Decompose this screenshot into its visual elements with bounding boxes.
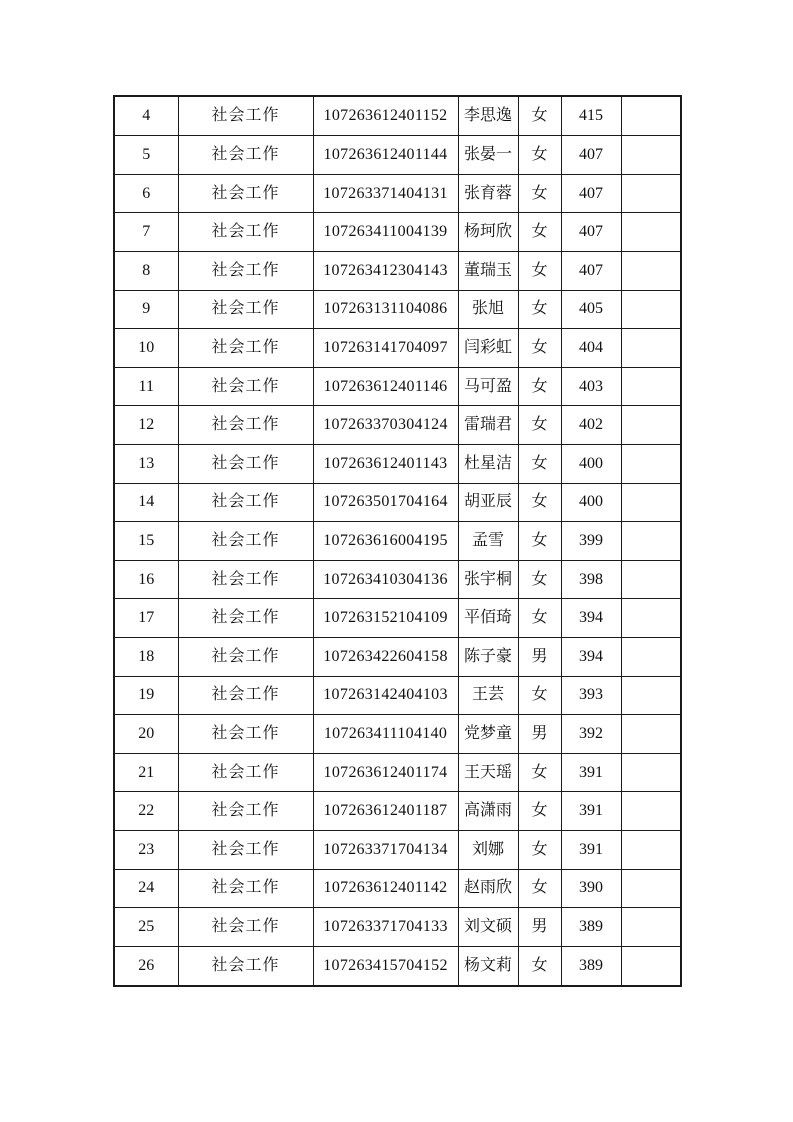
cell-major: 社会工作	[178, 96, 313, 136]
cell-major: 社会工作	[178, 406, 313, 445]
cell-gender: 女	[518, 560, 561, 599]
cell-score: 398	[561, 560, 621, 599]
cell-student-id: 107263131104086	[313, 290, 458, 329]
cell-student-id: 107263415704152	[313, 946, 458, 986]
table-row	[114, 522, 681, 561]
cell-seq: 10	[114, 329, 178, 368]
cell-major: 社会工作	[178, 252, 313, 291]
cell-name: 张育蓉	[458, 174, 518, 213]
table-row	[114, 406, 681, 445]
cell-major: 社会工作	[178, 637, 313, 676]
cell-gender: 女	[518, 753, 561, 792]
cell-major: 社会工作	[178, 560, 313, 599]
cell-major: 社会工作	[178, 676, 313, 715]
cell-student-id: 107263142404103	[313, 676, 458, 715]
cell-student-id: 107263612401146	[313, 367, 458, 406]
cell-major: 社会工作	[178, 908, 313, 947]
cell-score: 390	[561, 869, 621, 908]
table-row	[114, 869, 681, 908]
table-row	[114, 213, 681, 252]
cell-name: 陈子豪	[458, 637, 518, 676]
cell-score: 393	[561, 676, 621, 715]
cell-note	[621, 869, 681, 908]
table-row	[114, 715, 681, 754]
cell-gender: 女	[518, 599, 561, 638]
cell-note	[621, 252, 681, 291]
table-row	[114, 946, 681, 986]
cell-student-id: 107263501704164	[313, 483, 458, 522]
cell-note	[621, 599, 681, 638]
results-table	[113, 95, 682, 987]
cell-seq: 26	[114, 946, 178, 986]
table-row	[114, 792, 681, 831]
cell-score: 389	[561, 908, 621, 947]
table-row	[114, 483, 681, 522]
table-row	[114, 599, 681, 638]
cell-seq: 9	[114, 290, 178, 329]
cell-seq: 24	[114, 869, 178, 908]
cell-seq: 17	[114, 599, 178, 638]
cell-note	[621, 290, 681, 329]
table-row	[114, 367, 681, 406]
cell-gender: 女	[518, 252, 561, 291]
cell-seq: 4	[114, 96, 178, 136]
cell-score: 407	[561, 136, 621, 175]
cell-note	[621, 676, 681, 715]
table-row	[114, 444, 681, 483]
cell-gender: 女	[518, 96, 561, 136]
cell-gender: 男	[518, 637, 561, 676]
cell-score: 389	[561, 946, 621, 986]
cell-score: 405	[561, 290, 621, 329]
cell-major: 社会工作	[178, 946, 313, 986]
cell-major: 社会工作	[178, 792, 313, 831]
cell-score: 394	[561, 599, 621, 638]
cell-seq: 8	[114, 252, 178, 291]
cell-name: 党梦童	[458, 715, 518, 754]
cell-major: 社会工作	[178, 830, 313, 869]
cell-seq: 19	[114, 676, 178, 715]
cell-gender: 女	[518, 444, 561, 483]
cell-score: 392	[561, 715, 621, 754]
table-row	[114, 290, 681, 329]
table-row	[114, 676, 681, 715]
cell-gender: 女	[518, 290, 561, 329]
cell-score: 402	[561, 406, 621, 445]
cell-student-id: 107263412304143	[313, 252, 458, 291]
cell-gender: 男	[518, 715, 561, 754]
cell-major: 社会工作	[178, 522, 313, 561]
cell-note	[621, 637, 681, 676]
cell-major: 社会工作	[178, 483, 313, 522]
cell-student-id: 107263612401143	[313, 444, 458, 483]
cell-student-id: 107263371404131	[313, 174, 458, 213]
cell-major: 社会工作	[178, 136, 313, 175]
cell-score: 400	[561, 483, 621, 522]
cell-note	[621, 792, 681, 831]
cell-major: 社会工作	[178, 329, 313, 368]
cell-major: 社会工作	[178, 367, 313, 406]
cell-gender: 女	[518, 830, 561, 869]
cell-major: 社会工作	[178, 290, 313, 329]
cell-gender: 女	[518, 367, 561, 406]
cell-seq: 22	[114, 792, 178, 831]
cell-seq: 25	[114, 908, 178, 947]
cell-major: 社会工作	[178, 599, 313, 638]
cell-note	[621, 136, 681, 175]
cell-score: 391	[561, 792, 621, 831]
cell-seq: 6	[114, 174, 178, 213]
cell-seq: 21	[114, 753, 178, 792]
cell-gender: 女	[518, 483, 561, 522]
cell-student-id: 107263612401142	[313, 869, 458, 908]
cell-major: 社会工作	[178, 444, 313, 483]
cell-score: 400	[561, 444, 621, 483]
cell-note	[621, 483, 681, 522]
table-row	[114, 252, 681, 291]
cell-seq: 20	[114, 715, 178, 754]
table-row	[114, 908, 681, 947]
cell-name: 张旭	[458, 290, 518, 329]
cell-note	[621, 830, 681, 869]
cell-seq: 15	[114, 522, 178, 561]
table-row	[114, 830, 681, 869]
results-table-body	[114, 96, 681, 986]
cell-name: 高潇雨	[458, 792, 518, 831]
cell-student-id: 107263411004139	[313, 213, 458, 252]
cell-student-id: 107263141704097	[313, 329, 458, 368]
cell-name: 孟雪	[458, 522, 518, 561]
cell-name: 雷瑞君	[458, 406, 518, 445]
cell-gender: 女	[518, 174, 561, 213]
cell-note	[621, 908, 681, 947]
cell-score: 407	[561, 252, 621, 291]
cell-score: 391	[561, 753, 621, 792]
cell-score: 403	[561, 367, 621, 406]
table-row	[114, 560, 681, 599]
cell-gender: 女	[518, 136, 561, 175]
cell-seq: 7	[114, 213, 178, 252]
cell-name: 杨珂欣	[458, 213, 518, 252]
cell-seq: 18	[114, 637, 178, 676]
cell-student-id: 107263422604158	[313, 637, 458, 676]
cell-score: 415	[561, 96, 621, 136]
cell-note	[621, 367, 681, 406]
cell-student-id: 107263152104109	[313, 599, 458, 638]
cell-student-id: 107263612401187	[313, 792, 458, 831]
cell-major: 社会工作	[178, 753, 313, 792]
cell-major: 社会工作	[178, 174, 313, 213]
cell-score: 404	[561, 329, 621, 368]
cell-name: 王天瑶	[458, 753, 518, 792]
cell-score: 407	[561, 213, 621, 252]
cell-seq: 13	[114, 444, 178, 483]
cell-major: 社会工作	[178, 213, 313, 252]
cell-seq: 12	[114, 406, 178, 445]
cell-name: 闫彩虹	[458, 329, 518, 368]
cell-gender: 男	[518, 908, 561, 947]
cell-student-id: 107263371704134	[313, 830, 458, 869]
table-row	[114, 96, 681, 136]
cell-name: 赵雨欣	[458, 869, 518, 908]
cell-gender: 女	[518, 792, 561, 831]
cell-score: 407	[561, 174, 621, 213]
cell-gender: 女	[518, 946, 561, 986]
cell-name: 刘娜	[458, 830, 518, 869]
cell-name: 杨文莉	[458, 946, 518, 986]
cell-note	[621, 522, 681, 561]
cell-name: 胡亚辰	[458, 483, 518, 522]
cell-name: 张宇桐	[458, 560, 518, 599]
cell-gender: 女	[518, 522, 561, 561]
table-row	[114, 136, 681, 175]
cell-seq: 11	[114, 367, 178, 406]
cell-note	[621, 560, 681, 599]
cell-score: 394	[561, 637, 621, 676]
cell-note	[621, 715, 681, 754]
cell-note	[621, 753, 681, 792]
cell-gender: 女	[518, 676, 561, 715]
cell-student-id: 107263612401152	[313, 96, 458, 136]
cell-major: 社会工作	[178, 869, 313, 908]
cell-gender: 女	[518, 213, 561, 252]
table-row	[114, 174, 681, 213]
cell-note	[621, 96, 681, 136]
cell-gender: 女	[518, 869, 561, 908]
cell-seq: 14	[114, 483, 178, 522]
cell-note	[621, 213, 681, 252]
cell-note	[621, 329, 681, 368]
table-row	[114, 329, 681, 368]
cell-score: 399	[561, 522, 621, 561]
cell-name: 王芸	[458, 676, 518, 715]
cell-student-id: 107263616004195	[313, 522, 458, 561]
cell-student-id: 107263371704133	[313, 908, 458, 947]
cell-student-id: 107263612401144	[313, 136, 458, 175]
cell-gender: 女	[518, 406, 561, 445]
cell-student-id: 107263612401174	[313, 753, 458, 792]
cell-seq: 23	[114, 830, 178, 869]
cell-student-id: 107263370304124	[313, 406, 458, 445]
cell-score: 391	[561, 830, 621, 869]
cell-gender: 女	[518, 329, 561, 368]
cell-student-id: 107263410304136	[313, 560, 458, 599]
cell-seq: 5	[114, 136, 178, 175]
cell-note	[621, 444, 681, 483]
table-row	[114, 753, 681, 792]
cell-seq: 16	[114, 560, 178, 599]
cell-name: 马可盈	[458, 367, 518, 406]
cell-name: 李思逸	[458, 96, 518, 136]
cell-name: 平佰琦	[458, 599, 518, 638]
cell-note	[621, 946, 681, 986]
cell-note	[621, 406, 681, 445]
cell-name: 张晏一	[458, 136, 518, 175]
cell-student-id: 107263411104140	[313, 715, 458, 754]
table-row	[114, 637, 681, 676]
cell-name: 刘文硕	[458, 908, 518, 947]
cell-note	[621, 174, 681, 213]
cell-name: 杜星洁	[458, 444, 518, 483]
cell-name: 董瑞玉	[458, 252, 518, 291]
cell-major: 社会工作	[178, 715, 313, 754]
